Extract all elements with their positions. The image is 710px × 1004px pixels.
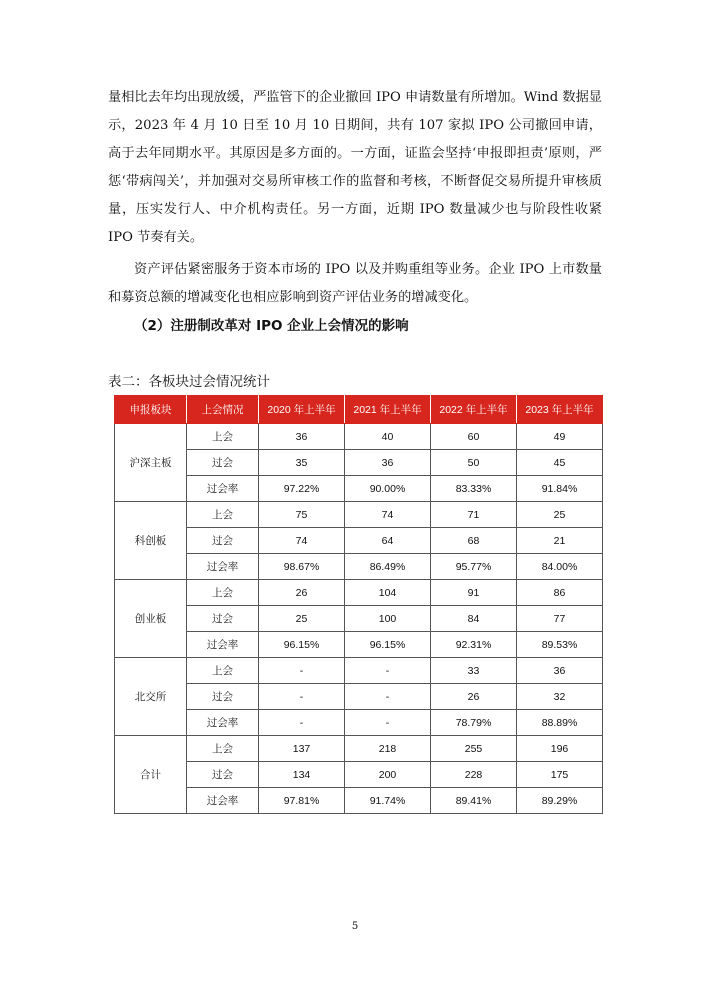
table-row [115, 710, 603, 736]
table-row [115, 476, 603, 502]
page-number: 5 [351, 921, 359, 932]
table-cell: - [345, 684, 431, 710]
table-cell: 75 [259, 502, 345, 528]
table-cell: 36 [259, 424, 345, 450]
row-label: 过会 [187, 528, 259, 554]
row-label: 过会 [187, 450, 259, 476]
table-cell: 25 [259, 606, 345, 632]
table-row [115, 684, 603, 710]
header-2022h1: 2022 年上半年 [431, 396, 517, 424]
table-cell: - [259, 658, 345, 684]
table-cell: 26 [431, 684, 517, 710]
table-cell: 45 [517, 450, 603, 476]
table-header-row [115, 396, 603, 424]
table-cell: 95.77% [431, 554, 517, 580]
table-cell: 196 [517, 736, 603, 762]
table-row [115, 554, 603, 580]
row-label: 过会率 [187, 788, 259, 814]
header-2023h1: 2023 年上半年 [517, 396, 603, 424]
table-cell: 86.49% [345, 554, 431, 580]
table-cell: 49 [517, 424, 603, 450]
table-cell: 89.29% [517, 788, 603, 814]
board-name-total: 合计 [115, 736, 187, 814]
table-cell: 137 [259, 736, 345, 762]
table-cell: 83.33% [431, 476, 517, 502]
table-cell: 64 [345, 528, 431, 554]
table-cell: 74 [259, 528, 345, 554]
row-label: 上会 [187, 502, 259, 528]
table-cell: 84 [431, 606, 517, 632]
table-cell: 74 [345, 502, 431, 528]
board-name-star-market: 科创板 [115, 502, 187, 580]
table-row [115, 788, 603, 814]
table-cell: 175 [517, 762, 603, 788]
row-label: 过会 [187, 606, 259, 632]
section-heading: （2）注册制改革对 IPO 企业上会情况的影响 [134, 318, 409, 334]
table-cell: 96.15% [259, 632, 345, 658]
table-row [115, 658, 603, 684]
table-cell: 50 [431, 450, 517, 476]
table-cell: 89.53% [517, 632, 603, 658]
table-cell: 36 [517, 658, 603, 684]
table-cell: 134 [259, 762, 345, 788]
header-board: 申报板块 [115, 396, 187, 424]
row-label: 过会 [187, 762, 259, 788]
table-cell: 60 [431, 424, 517, 450]
table-cell: 97.22% [259, 476, 345, 502]
table-cell: 104 [345, 580, 431, 606]
table-cell: 32 [517, 684, 603, 710]
table-row [115, 528, 603, 554]
header-2020h1: 2020 年上半年 [259, 396, 345, 424]
table-cell: - [345, 658, 431, 684]
table-body [115, 424, 603, 814]
table-cell: 98.67% [259, 554, 345, 580]
row-label: 上会 [187, 736, 259, 762]
table-row [115, 450, 603, 476]
table-cell: 91 [431, 580, 517, 606]
table-cell: - [345, 710, 431, 736]
table-cell: 33 [431, 658, 517, 684]
ipo-review-stats-table [114, 395, 603, 814]
table-cell: 40 [345, 424, 431, 450]
table-row [115, 580, 603, 606]
table-row [115, 736, 603, 762]
table-cell: 84.00% [517, 554, 603, 580]
row-label: 上会 [187, 658, 259, 684]
board-name-bse: 北交所 [115, 658, 187, 736]
table-cell: 96.15% [345, 632, 431, 658]
row-label: 过会率 [187, 554, 259, 580]
table-cell: 78.79% [431, 710, 517, 736]
table-cell: 89.41% [431, 788, 517, 814]
table-cell: 77 [517, 606, 603, 632]
row-label: 上会 [187, 580, 259, 606]
table-caption: 表二：各板块过会情况统计 [108, 374, 270, 390]
table-row [115, 762, 603, 788]
row-label: 上会 [187, 424, 259, 450]
table-cell: 200 [345, 762, 431, 788]
row-label: 过会率 [187, 710, 259, 736]
table-cell: 88.89% [517, 710, 603, 736]
table-cell: 100 [345, 606, 431, 632]
table-cell: 68 [431, 528, 517, 554]
table-row [115, 424, 603, 450]
table-cell: 21 [517, 528, 603, 554]
table-cell: 255 [431, 736, 517, 762]
board-name-main-board: 沪深主板 [115, 424, 187, 502]
table-cell: 90.00% [345, 476, 431, 502]
table-cell: 35 [259, 450, 345, 476]
table-cell: 92.31% [431, 632, 517, 658]
table-cell: 36 [345, 450, 431, 476]
table-cell: 91.84% [517, 476, 603, 502]
body-paragraph-1: 量相比去年均出现放缓，严监管下的企业撤回 IPO 申请数量有所增加。Wind 数据显示，2023 年 4 月 10 日至 10 月 10 日期间，共有 107 家拟 IPO 公司撤回申请，高于去年同期水平。其原因是多方面的。一方面，证监会坚持‘申报即担责’原则，严惩‘带病闯关’，并加强对交易所审核工作的监督和考核，不断督促交易所提升审核质量，压实发行人、中介机构责任。另一方面，近期 IPO 数量减少也与阶段性收紧 IPO 节奏有关。 [108, 90, 602, 245]
header-2021h1: 2021 年上半年 [345, 396, 431, 424]
header-status: 上会情况 [187, 396, 259, 424]
table-cell: - [259, 684, 345, 710]
board-name-chinext: 创业板 [115, 580, 187, 658]
table-row [115, 502, 603, 528]
table-cell: 218 [345, 736, 431, 762]
row-label: 过会率 [187, 632, 259, 658]
table-cell: 91.74% [345, 788, 431, 814]
table-row [115, 632, 603, 658]
row-label: 过会 [187, 684, 259, 710]
table-cell: 86 [517, 580, 603, 606]
table-cell: 26 [259, 580, 345, 606]
table-cell: 25 [517, 502, 603, 528]
table-cell: 97.81% [259, 788, 345, 814]
table-row [115, 606, 603, 632]
body-paragraph-2: 资产评估紧密服务于资本市场的 IPO 以及并购重组等业务。企业 IPO 上市数量和募资总额的增减变化也相应影响到资产评估业务的增减变化。 [108, 262, 602, 305]
table-cell: 71 [431, 502, 517, 528]
table-cell: - [259, 710, 345, 736]
table-cell: 228 [431, 762, 517, 788]
row-label: 过会率 [187, 476, 259, 502]
